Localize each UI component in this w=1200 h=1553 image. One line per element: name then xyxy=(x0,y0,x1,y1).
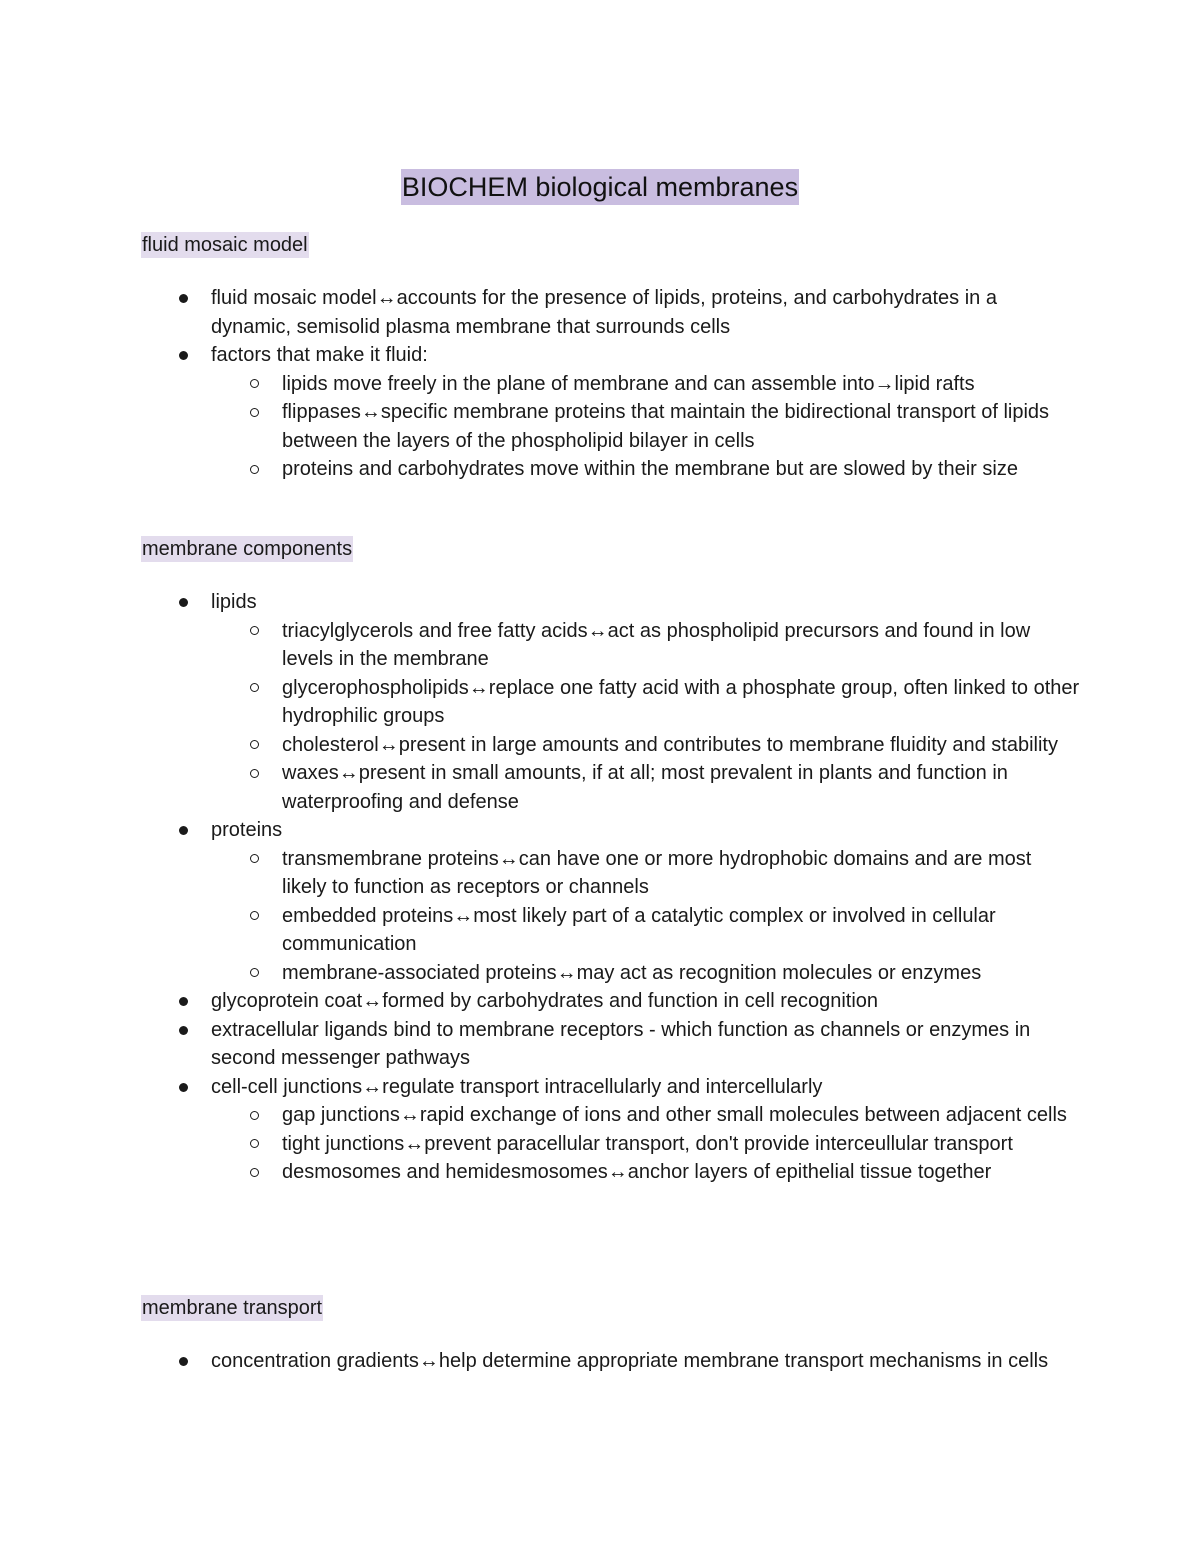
sub-bullet-list xyxy=(211,370,1081,484)
sub-list-item-text: tight junctions↔prevent paracellular transport, don't provide interceullular transport xyxy=(282,1132,1013,1155)
sub-list-item xyxy=(141,845,1081,902)
sub-list-item-text: transmembrane proteins↔can have one or more hydrophobic domains and are most likely to function as receptors or channels xyxy=(282,847,1032,898)
list-item-text: concentration gradients↔help determine appropriate membrane transport mechanisms in cells xyxy=(211,1350,1049,1372)
sub-bullet-list xyxy=(211,845,1081,988)
sub-list-item xyxy=(141,731,1081,760)
sub-list-item xyxy=(141,959,1081,988)
section-heading: fluid mosaic model xyxy=(142,234,308,256)
sub-list-item-text: flippases↔specific membrane proteins that maintain the bidirectional transport of lipids between the layers of the phospholipid bilayer in cells xyxy=(282,401,1050,452)
sub-list-item xyxy=(141,759,1081,816)
list-item xyxy=(141,284,1081,341)
sub-list-item-text: desmosomes and hemidesmosomes↔anchor layers of epithelial tissue together xyxy=(282,1161,992,1183)
list-item-text: fluid mosaic model↔accounts for the presence of lipids, proteins, and carbohydrates in a dynamic, semisolid plasma membrane that surrounds cells xyxy=(211,287,997,338)
sub-list-item-text: gap junctions↔rapid exchange of ions and other small molecules between adjacent cells xyxy=(282,1104,1067,1126)
sub-list-item xyxy=(141,674,1081,731)
sub-list-item xyxy=(141,455,1081,484)
title-wrap xyxy=(0,169,1200,205)
section-heading: membrane components xyxy=(142,538,353,560)
list-item-text: factors that make it fluid: xyxy=(211,344,428,366)
section-fluid-mosaic-model xyxy=(141,232,1081,480)
sub-list-item-text: membrane-associated proteins↔may act as recognition molecules or enzymes xyxy=(282,961,982,984)
list-item-text: cell-cell junctions↔regulate transport intracellularly and intercellularly xyxy=(211,1075,823,1098)
bullet-list xyxy=(141,284,1081,484)
sub-list-item-text: waxes↔present in small amounts, if at all; most prevalent in plants and function in waterproofing and defense xyxy=(282,762,1008,813)
section-heading: membrane transport xyxy=(142,1297,323,1319)
sub-list-item-text: triacylglycerols and free fatty acids↔act as phospholipid precursors and found in low levels in the membrane xyxy=(282,619,1031,670)
list-item-text: proteins xyxy=(211,819,283,841)
section-membrane-components xyxy=(141,536,1081,1183)
sub-bullet-list xyxy=(211,1101,1081,1187)
sub-list-item-text: cholesterol↔present in large amounts and contributes to membrane fluidity and stability xyxy=(282,733,1058,756)
sub-list-item xyxy=(141,1158,1081,1187)
page-title: BIOCHEM biological membranes xyxy=(401,169,799,205)
list-item xyxy=(141,816,1081,987)
list-item xyxy=(141,341,1081,484)
sub-list-item-text: embedded proteins↔most likely part of a catalytic complex or involved in cellular communication xyxy=(282,904,996,955)
sub-list-item xyxy=(141,1101,1081,1130)
bullet-list xyxy=(141,588,1081,1187)
sub-list-item-text: proteins and carbohydrates move within the membrane but are slowed by their size xyxy=(282,458,1018,480)
sub-list-item xyxy=(141,617,1081,674)
list-item-text: glycoprotein coat↔formed by carbohydrates and function in cell recognition xyxy=(211,990,879,1012)
list-item xyxy=(141,1073,1081,1187)
sub-list-item xyxy=(141,398,1081,455)
list-item xyxy=(141,1347,1081,1376)
list-item xyxy=(141,588,1081,816)
sub-list-item-text: glycerophospholipids↔replace one fatty acid with a phosphate group, often linked to other hydrophilic groups xyxy=(282,676,1080,727)
sub-list-item-text: lipids move freely in the plane of membrane and can assemble into→lipid rafts xyxy=(282,372,975,395)
list-item xyxy=(141,987,1081,1016)
list-item xyxy=(141,1016,1081,1073)
list-item-text: extracellular ligands bind to membrane receptors - which function as channels or enzymes in second messenger pathways xyxy=(211,1018,1031,1069)
bullet-list xyxy=(141,1347,1081,1376)
sub-bullet-list xyxy=(211,617,1081,817)
sub-list-item xyxy=(141,902,1081,959)
section-membrane-transport xyxy=(141,1295,1081,1372)
sub-list-item xyxy=(141,1130,1081,1159)
sub-list-item xyxy=(141,370,1081,399)
list-item-text: lipids xyxy=(211,591,257,613)
